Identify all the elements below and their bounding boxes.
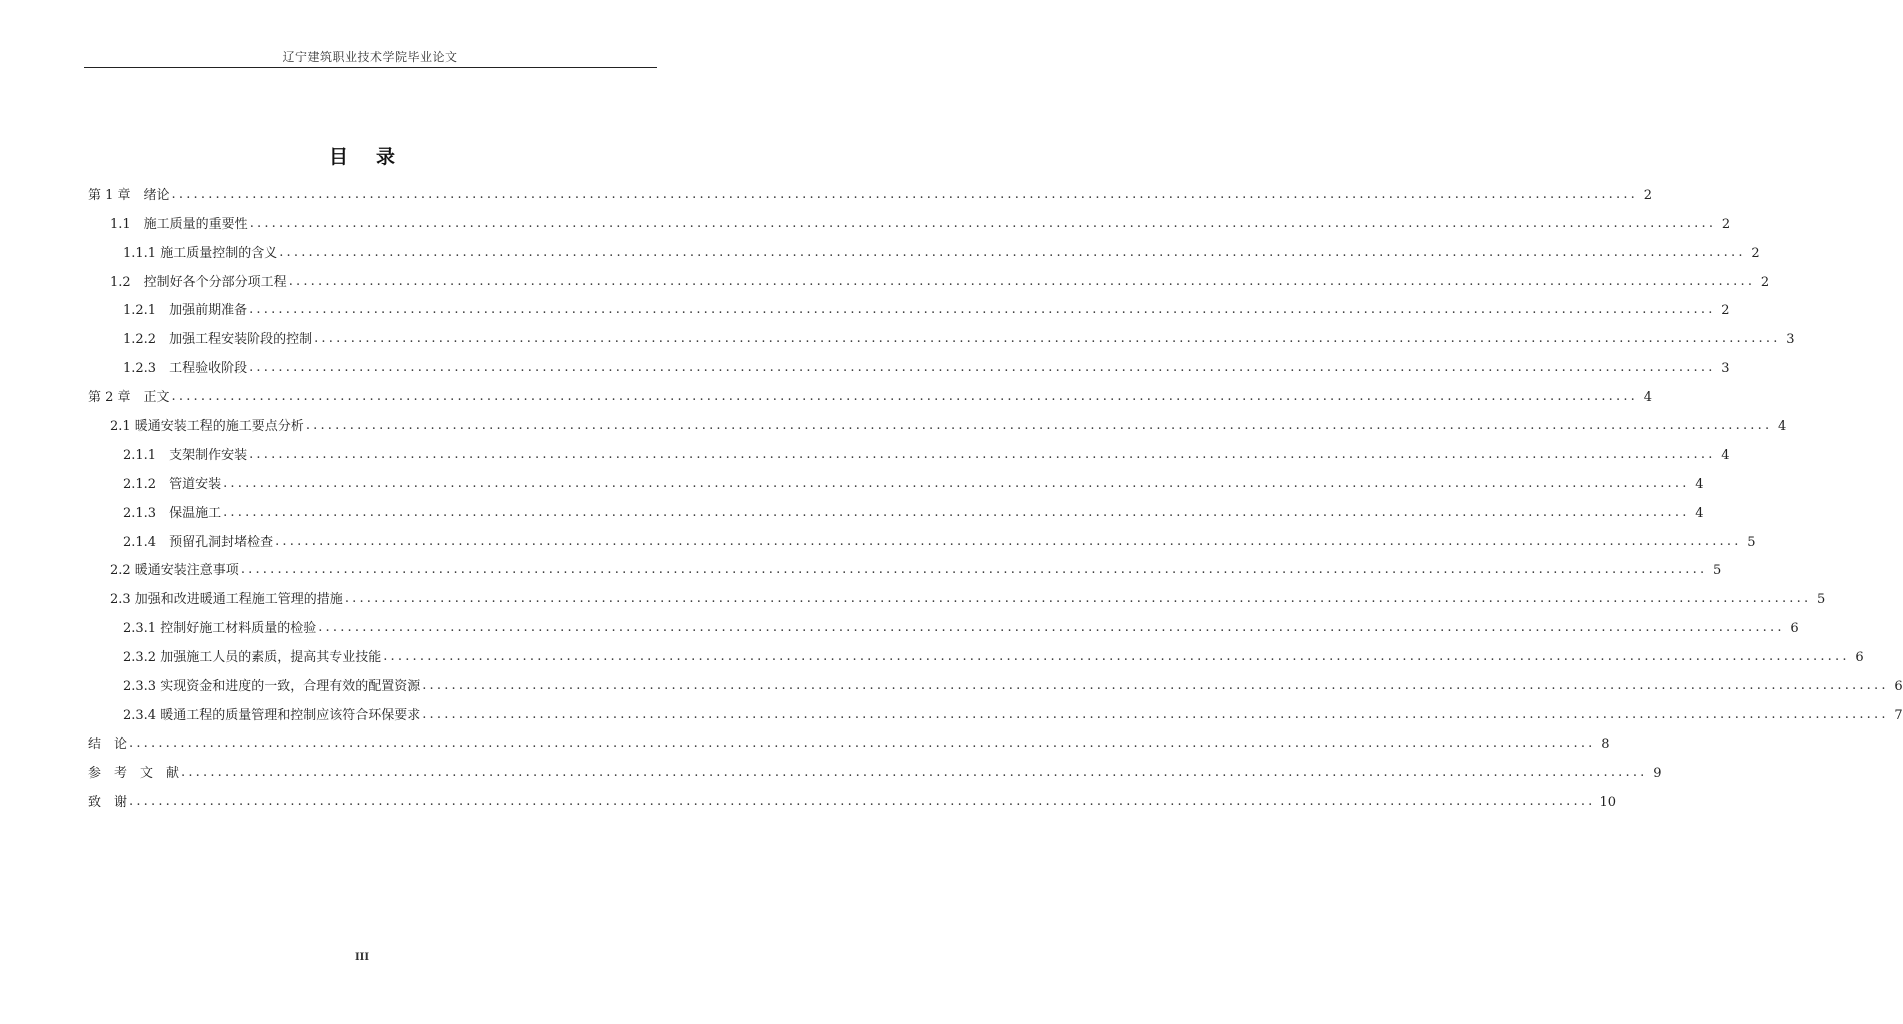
- toc-title: 目录: [328, 146, 423, 168]
- toc-entry-label: 2.1.1 支架制作安装: [123, 447, 248, 463]
- dot-leader: ........................................................................................................................................................................................................: [223, 504, 1690, 520]
- dot-leader: ........................................................................................................................................................................................................: [249, 215, 1717, 231]
- toc-entry-label: 2.3.2 加强施工人员的素质，提高其专业技能: [123, 650, 382, 666]
- toc-entry[interactable]: [88, 262, 1770, 291]
- toc-entry-page: 2: [1760, 274, 1770, 290]
- toc-entry-page: 5: [1817, 592, 1826, 608]
- toc-entry[interactable]: [88, 637, 1864, 666]
- toc-entry[interactable]: [88, 435, 1730, 464]
- toc-entry-page: 4: [1778, 419, 1787, 435]
- dot-leader: ........................................................................................................................................................................................................: [129, 793, 1596, 809]
- dot-leader: ........................................................................................................................................................................................................: [129, 735, 1596, 751]
- toc-entry-page: 2: [1643, 187, 1653, 203]
- toc-entry[interactable]: [88, 175, 1653, 204]
- dot-leader: ........................................................................................................................................................................................................: [383, 649, 1850, 665]
- running-header: 辽宁建筑职业技术学院毕业论文: [282, 50, 458, 64]
- toc-entry-page: 4: [1695, 505, 1704, 521]
- toc-entry-label: 结 论: [88, 736, 128, 752]
- toc-entry[interactable]: [88, 348, 1730, 377]
- dot-leader: ........................................................................................................................................................................................................: [288, 273, 1756, 289]
- dot-leader: ........................................................................................................................................................................................................: [171, 389, 1639, 405]
- toc-entry-label: 2.1.3 保温施工: [123, 505, 222, 521]
- dot-leader: ........................................................................................................................................................................................................: [249, 360, 1716, 376]
- table-of-contents: [88, 175, 1903, 811]
- toc-entry-label: 2.3.3 实现资金和进度的一致，合理有效的配置资源: [123, 679, 421, 695]
- toc-entry-page: 4: [1695, 476, 1704, 492]
- toc-entry-label: 1.2.1 加强前期准备: [123, 303, 248, 319]
- header-rule: [84, 67, 657, 68]
- dot-leader: ........................................................................................................................................................................................................: [422, 678, 1889, 694]
- toc-entry-label: 2.2 暖通安装注意事项: [110, 563, 239, 579]
- toc-entry-page: 7: [1894, 707, 1903, 723]
- dot-leader: ........................................................................................................................................................................................................: [279, 244, 1746, 260]
- dot-leader: ........................................................................................................................................................................................................: [305, 418, 1773, 434]
- toc-entry-label: 2.3.4 暖通工程的质量管理和控制应该符合环保要求: [123, 707, 421, 723]
- dot-leader: ........................................................................................................................................................................................................: [275, 533, 1742, 549]
- toc-entry-page: 2: [1721, 303, 1730, 319]
- toc-entry-page: 5: [1747, 534, 1756, 550]
- toc-entry-label: 2.3 加强和改进暖通工程施工管理的措施: [110, 592, 343, 608]
- dot-leader: ........................................................................................................................................................................................................: [314, 331, 1781, 347]
- toc-entry-page: 4: [1721, 447, 1730, 463]
- toc-entry[interactable]: [88, 204, 1731, 233]
- dot-leader: ........................................................................................................................................................................................................: [249, 302, 1716, 318]
- dot-leader: ........................................................................................................................................................................................................: [344, 591, 1812, 607]
- dot-leader: ........................................................................................................................................................................................................: [318, 620, 1785, 636]
- toc-entry[interactable]: [88, 608, 1799, 637]
- toc-entry[interactable]: [88, 695, 1903, 724]
- toc-entry[interactable]: [88, 233, 1760, 262]
- dot-leader: ........................................................................................................................................................................................................: [171, 186, 1639, 202]
- toc-entry-label: 1.2.2 加强工程安装阶段的控制: [123, 332, 313, 348]
- toc-entry[interactable]: [88, 782, 1617, 811]
- toc-entry-label: 1.2.3 工程验收阶段: [123, 361, 248, 377]
- toc-entry[interactable]: [88, 291, 1730, 320]
- toc-entry-page: 2: [1721, 216, 1731, 232]
- toc-entry[interactable]: [88, 522, 1756, 551]
- toc-entry[interactable]: [88, 377, 1653, 406]
- toc-entry-page: 5: [1713, 563, 1722, 579]
- toc-entry-page: 2: [1751, 245, 1760, 261]
- dot-leader: ........................................................................................................................................................................................................: [240, 562, 1708, 578]
- toc-entry-label: 致 谢: [88, 794, 128, 810]
- toc-entry-label: 1.1 施工质量的重要性: [110, 216, 248, 232]
- toc-entry-label: 1.2 控制好各个分部分项工程: [110, 274, 287, 290]
- toc-entry[interactable]: [88, 724, 1610, 753]
- toc-entry-page: 3: [1786, 332, 1795, 348]
- toc-entry-page: 9: [1653, 765, 1662, 781]
- toc-entry-page: 8: [1601, 736, 1610, 752]
- dot-leader: ........................................................................................................................................................................................................: [249, 446, 1716, 462]
- dot-leader: ........................................................................................................................................................................................................: [223, 475, 1690, 491]
- toc-entry-page: 6: [1894, 679, 1903, 695]
- toc-entry[interactable]: [88, 464, 1704, 493]
- toc-entry-label: 第 2 章 正文: [88, 390, 170, 406]
- toc-entry-page: 6: [1790, 621, 1799, 637]
- toc-entry-label: 2.3.1 控制好施工材料质量的检验: [123, 621, 317, 637]
- dot-leader: ........................................................................................................................................................................................................: [422, 706, 1889, 722]
- toc-entry[interactable]: [88, 666, 1903, 695]
- toc-entry-page: 6: [1855, 650, 1864, 666]
- toc-entry[interactable]: [88, 551, 1722, 580]
- toc-entry[interactable]: [88, 753, 1662, 782]
- toc-entry-label: 2.1.4 预留孔洞封堵检查: [123, 534, 274, 550]
- toc-entry-page: 3: [1721, 361, 1730, 377]
- toc-entry-label: 1.1.1 施工质量控制的含义: [123, 245, 278, 261]
- toc-entry-label: 2.1.2 管道安装: [123, 476, 222, 492]
- toc-entry-label: 第 1 章 绪论: [88, 187, 170, 203]
- dot-leader: ........................................................................................................................................................................................................: [181, 764, 1648, 780]
- toc-entry[interactable]: [88, 493, 1704, 522]
- toc-entry-label: 2.1 暖通安装工程的施工要点分析: [110, 419, 304, 435]
- toc-entry-page: 4: [1643, 390, 1653, 406]
- toc-entry[interactable]: [88, 406, 1787, 435]
- page-number: III: [354, 952, 370, 963]
- toc-entry[interactable]: [88, 319, 1795, 348]
- toc-entry[interactable]: [88, 579, 1826, 608]
- toc-entry-page: 10: [1599, 794, 1617, 810]
- toc-entry-label: 参 考 文 献: [88, 765, 180, 781]
